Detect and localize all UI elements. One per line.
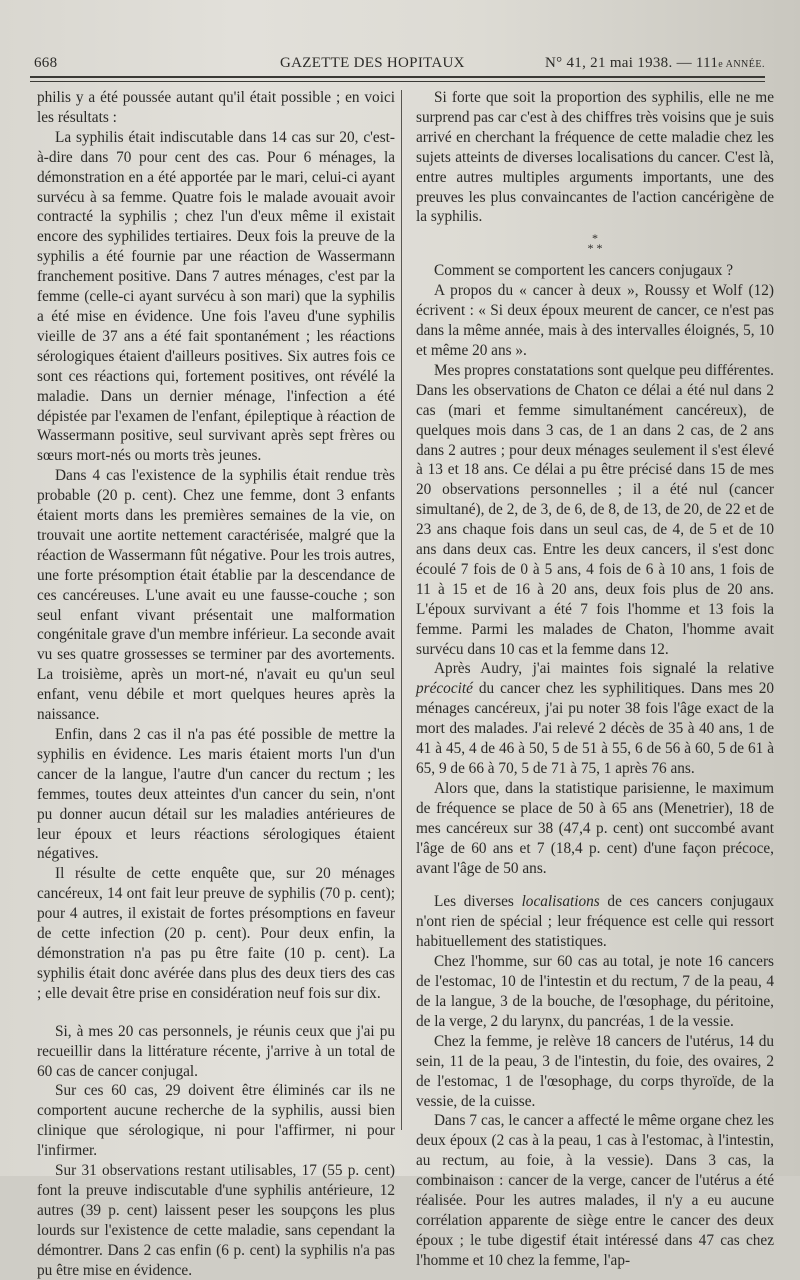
issue-info-main: N° 41, 21 mai 1938. — 111 [545, 55, 719, 71]
paragraph: Sur 31 observations restant utilisables, 17 (55 p. cent) font la preuve indiscutable d'une syphilis antérieure, 12 autres (39 p. cent) laissent peser les soupçons les plus lourds sur l'existence de cette maladie, sans cependant la démontrer. Dans 2 cas enfin (6 p. cent) la syphilis n'a pas pu être mise en évidence. [37, 1162, 395, 1279]
right-column [416, 88, 774, 1271]
paragraph: La syphilis était indiscutable dans 14 cas sur 20, c'est-à-dire dans 70 pour cent des cas. Pour 6 ménages, la démonstration en a été apportée par le mari, celui-ci ayant survécu à sa femme. Quatre fois le malade avouait avoir contracté la syphilis ; chez l'un d'eux même il existait encore des syphilides tertiaires. Deux fois la preuve de la syphilis a été fournie par une réaction de Wassermann franchement positive. Dans 7 autres ménages, c'est par la femme (celle-ci ayant survécu à son mari) que la syphilis a été mise en évidence. Une fois l'aveu d'une syphilis vieille de 37 ans a été fait spontanément ; les réactions sérologiques étaient d'ailleurs positives. Six autres fois ce sont ces réactions qui, fortement positives, ont révélé la maladie. Dans un dernier ménage, l'infection a été dépistée par l'examen de l'enfant, épileptique à réaction de Wassermann positive, seul survivant après sept frères ou sœurs mort-nés ou morts très jeunes. [37, 128, 395, 465]
asterism-bottom: * * [587, 241, 603, 256]
paragraph: philis y a été poussée autant qu'il était possible ; en voici les résultats : [37, 89, 395, 126]
left-column [37, 88, 395, 1280]
paragraph: Il résulte de cette enquête que, sur 20 ménages cancéreux, 14 ont fait leur preuve de syphilis (70 p. cent); pour 4 autres, il existait de fortes présomptions en faveur de cette infection (20 p. cent). Pour deux enfin, la démonstration n'a pas pu être faite (10 p. cent). La syphilis était donc avérée dans plus des deux tiers des cas ; elle devait être prise en considération neuf fois sur dix. [37, 865, 395, 1002]
text-run: Après Audry, j'ai maintes fois signalé la relative [434, 660, 774, 678]
paragraph: Dans 7 cas, le cancer a affecté le même organe chez les deux époux (2 cas à la peau, 1 cas à l'estomac, à l'intestin, au rectum, au foie, à la vessie). Dans 3 cas, la combinaison : cancer de la verge, cancer de l'utérus a été réalisée. Pour les autres malades, il n'y a eu aucune corrélation apparente de siège entre le cancer des deux époux ; le tube digestif était intéressé dans 47 cas chez l'homme et 10 chez la femme, l'ap- [416, 1112, 774, 1269]
text-run: Les diverses [434, 893, 522, 911]
paragraph: A propos du « cancer à deux », Roussy et Wolf (12) écrivent : « Si deux époux meurent de cancer, ce n'est pas dans la même année, mais à des intervalles éloignés, 5, 10 et même 20 ans ». [416, 282, 774, 359]
paragraph: Si, à mes 20 cas personnels, je réunis ceux que j'ai pu recueillir dans la littérature récente, j'arrive à un total de 60 cas de cancer conjugal. [37, 1022, 395, 1080]
paragraph: Chez l'homme, sur 60 cas au total, je note 16 cancers de l'estomac, 10 de l'intestin et du rectum, 7 de la peau, 4 de la langue, 3 de la bouche, de l'œsophage, du péritoine, de la verge, 2 du larynx, du pancréas, 1 de la vessie. [416, 953, 774, 1030]
issue-info [545, 55, 765, 72]
asterism-top: * [592, 231, 598, 246]
paragraph [416, 659, 774, 778]
paragraph: Dans 4 cas l'existence de la syphilis était rendue très probable (20 p. cent). Chez une femme, dont 3 enfants étaient morts dans les premières semaines de la vie, on trouvait une aortite nettement caractérisée, malgré que la réaction de Wassermann fût négative. Pour les trois autres, une forte présomption était établie par la descendance de ces cancéreuses. L'une avait eu une fausse-couche ; son seul enfant vivant présentait une malformation congénitale grave d'un membre inférieur. La seconde avait vu ses quatre grossesses se terminer par des avortements. La troisième, après un mort-né, n'avait eu qu'un seul enfant, venu débile et mort quelques heures après la naissance. [37, 467, 395, 724]
emphasis: précocité [416, 680, 473, 698]
issue-info-suffix: e ANNÉE. [718, 59, 765, 70]
page-number: 668 [34, 55, 58, 71]
section-asterism [416, 231, 774, 256]
paragraph: Mes propres constatations sont quelque peu différentes. Dans les observations de Chaton ce délai a été nul dans 2 cas (mari et femme simultanément cancéreux), de quelques mois dans 3 cas, de 1 an dans 2 cas, de 2 ans dans 2 autres ; pour deux ménages seulement il s'est élevé à 13 et 18 ans. Ce délai a pu être précisé dans 15 de mes 20 observations personnelles ; il a été nul (cancer simultané), de 2, de 3, de 6, de 8, de 13, de 20, de 22 et de 23 ans chaque fois dans un seul cas, de 4, de 5 et de 10 ans dans deux cas. Entre les deux cancers, il s'est donc écoulé 7 fois de 0 à 5 ans, 4 fois de 6 à 10 ans, 1 fois de 11 à 15 et de 16 à 20 ans, deux fois plus de 20 ans. L'époux survivant a été 7 fois l'homme et 13 fois la femme. Parmi les malades de Chaton, l'homme avait survécu dans 10 cas et la femme dans 12. [416, 361, 774, 658]
emphasis: localisations [521, 893, 600, 911]
paragraph: Sur ces 60 cas, 29 doivent être éliminés car ils ne comportent aucune recherche de la syphilis, aussi bien clinique que sérologique, ni pour l'affirmer, ni pour l'infirmer. [37, 1082, 395, 1160]
text-run: du cancer chez les syphilitiques. Dans mes 20 ménages cancéreux, j'ai pu noter 38 fois l'âge exact de la mort des malades. J'ai relevé 2 décès de 35 à 40 ans, 1 de 41 à 45, 4 de 46 à 50, 5 de 51 à 55, 6 de 56 à 60, 5 de 61 à 65, 9 de 66 à 70, 5 de 71 à 75, 1 après 76 ans. [416, 680, 774, 777]
header-rule-thin [30, 81, 765, 82]
paragraph: Enfin, dans 2 cas il n'a pas été possible de mettre la syphilis en évidence. Les maris étaient morts l'un d'un cancer de la langue, l'autre d'un cancer du rectum ; les femmes, toutes deux atteintes d'un cancer du sein, n'ont pu donner aucun détail sur les maladies antérieures de leur époux et leurs réactions sérologiques étaient négatives. [37, 726, 395, 863]
column-divider [401, 90, 402, 1130]
paragraph: Si forte que soit la proportion des syphilis, elle ne me surprend pas car c'est à des chiffres très voisins que je suis arrivé en cherchant la fréquence de cette maladie chez les sujets atteints de diverses localisations du cancer. C'est là, entre autres multiples arguments importants, une des preuves les plus convaincantes de l'action cancérigène de la syphilis. [416, 89, 774, 226]
paragraph [416, 892, 774, 952]
header-rule-thick [30, 76, 765, 78]
paragraph: Alors que, dans la statistique parisienne, le maximum de fréquence se place de 50 à 65 ans (Menetrier), 18 de mes cancéreux sur 38 (47,4 p. cent) ont succombé avant l'âge de 60 ans et 7 (18,4 p. cent) d'une façon précoce, avant l'âge de 50 ans. [416, 779, 774, 877]
text-run: de ces cancers conjugaux n'ont rien de spécial ; leur fréquence est celle qui ressort habituellement des statistiques. [416, 893, 774, 951]
paragraph: Chez la femme, je relève 18 cancers de l'utérus, 14 du sein, 11 de la peau, 3 de l'intestin, du foie, des ovaires, 2 de l'estomac, 1 de l'œsophage, du corps thyroïde, de la vessie, de la cuisse. [416, 1032, 774, 1110]
journal-title: GAZETTE DES HOPITAUX [280, 55, 465, 71]
section-question: Comment se comportent les cancers conjugaux ? [434, 262, 734, 280]
